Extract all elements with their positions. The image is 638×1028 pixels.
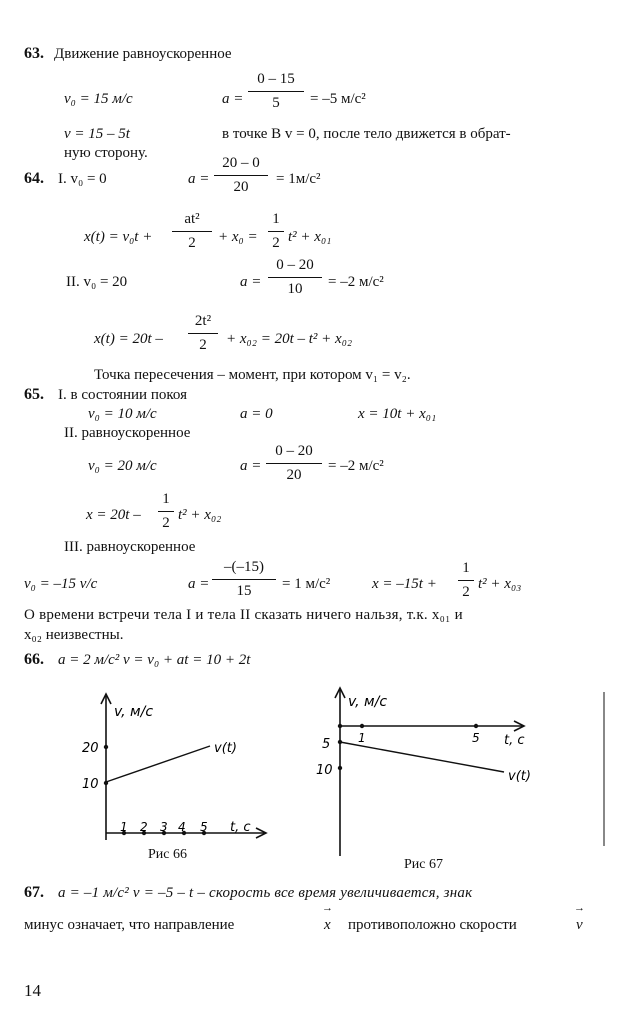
p64-a-fraction: 20 – 0 20 — [214, 156, 268, 195]
figure-66-caption: Рис 66 — [148, 847, 187, 862]
fig67-xtick-label-1: 1 — [358, 731, 366, 745]
p63-note-cont: ную сторону. — [64, 145, 148, 161]
p64-a2-lhs: a = — [240, 274, 262, 290]
p64-a-rhs: = 1м/с² — [276, 171, 321, 187]
problem-67-number: 67. — [24, 884, 44, 901]
fig66-ylabel: v, м/с — [114, 704, 154, 720]
p67-vector-x: x — [324, 917, 331, 933]
problem-66-number: 66. — [24, 651, 44, 668]
p64-x-rhs: t² + x₀₁ — [288, 229, 332, 245]
p65-ii-title: II. равноускоренное — [64, 425, 191, 441]
fig67-line-v-t — [340, 742, 504, 772]
figure-67-caption: Рис 67 — [404, 857, 443, 872]
fig66-tick-20 — [104, 745, 108, 749]
p63-a-rhs: = –5 м/с² — [310, 91, 366, 107]
p64-i-v0: I. v₀ = 0 — [58, 171, 107, 187]
p64-x-lhs: x(t) = v₀t + — [84, 229, 153, 245]
p65-ii-x-rhs: t² + x₀₂ — [178, 507, 222, 523]
p64-x-mid: + x₀ = — [218, 229, 258, 245]
p64-x-fraction-2: 1 2 — [268, 212, 284, 251]
fig66-xtick-label-4: 4 — [178, 820, 186, 834]
p65-i-v0: v₀ = 10 м/с — [88, 406, 157, 422]
p64-x2-fraction: 2t² 2 — [188, 314, 218, 353]
p67-line-2a: минус означает, что направление — [24, 917, 235, 933]
p66-equation: a = 2 м/с² v = v₀ + at = 10 + 2t — [58, 652, 251, 668]
p64-x2-lhs: x(t) = 20t – — [94, 331, 163, 347]
fig66-xtick-label-2: 2 — [140, 820, 148, 834]
fig67-tick-5-x — [474, 724, 478, 728]
p64-ii-v0: II. v₀ = 20 — [66, 274, 128, 290]
figure-67-velocity-graph — [308, 686, 608, 858]
fig67-tick-5 — [338, 740, 342, 744]
fig66-line-v-t — [106, 746, 210, 782]
p64-x-fraction-1: at² 2 — [172, 212, 212, 251]
p64-x2-rhs: + x₀₂ = 20t – t² + x₀₂ — [226, 331, 353, 347]
fig66-ytick-label-20: 20 — [82, 741, 99, 756]
p65-ii-a-fraction: 0 – 20 20 — [266, 444, 322, 483]
p64-intersection: Точка пересечения – момент, при котором v₁ = v₂. — [94, 367, 411, 383]
p65-iii-a-rhs: = 1 м/с² — [282, 576, 331, 592]
p63-a-fraction: 0 – 15 5 — [248, 72, 304, 111]
p67-vector-v-arrow-icon: → — [574, 902, 585, 914]
p65-ii-a-lhs: a = — [240, 458, 262, 474]
p63-v-eq: v = 15 – 5t — [64, 126, 130, 142]
fig67-xtick-label-5: 5 — [472, 731, 480, 745]
problem-63-title: Движение равноускоренное — [54, 46, 232, 62]
problem-65-number: 65. — [24, 386, 44, 403]
p65-iii-a-fraction: –(–15) 15 — [212, 560, 276, 599]
fig67-tick-1 — [360, 724, 364, 728]
page-number: 14 — [24, 981, 41, 1000]
p65-ii-x-fraction: 1 2 — [158, 492, 174, 531]
figure-66-velocity-graph — [70, 690, 270, 850]
fig67-origin — [338, 724, 342, 728]
fig67-ytick-label-5: 5 — [322, 737, 331, 752]
p63-note: в точке В v = 0, после тело движется в обрат- — [222, 126, 511, 142]
p65-meeting-note-cont: x₀₂ неизвестны. — [24, 627, 124, 643]
p65-meeting-note: О времени встречи тела I и тела II сказать ничего нальзя, т.к. x₀₁ и — [24, 607, 463, 623]
fig66-ytick-label-10: 10 — [82, 777, 99, 792]
p65-ii-a-rhs: = –2 м/с² — [328, 458, 384, 474]
fig67-ytick-label-10: 10 — [316, 763, 333, 778]
problem-63-number: 63. — [24, 45, 44, 62]
fig66-xlabel: t, c — [230, 820, 251, 835]
fig66-line-label: v(t) — [214, 741, 237, 756]
fig66-xtick-label-3: 3 — [160, 820, 168, 834]
p67-line-1: a = –1 м/с² v = –5 – t – скорость все время увеличивается, знак — [58, 885, 473, 901]
problem-64-number: 64. — [24, 170, 44, 187]
p67-vector-x-arrow-icon: → — [322, 902, 333, 914]
p65-ii-x-lhs: x = 20t – — [86, 507, 141, 523]
p67-vector-v: v — [576, 917, 583, 933]
p64-a2-fraction: 0 – 20 10 — [268, 258, 322, 297]
p65-ii-v0: v₀ = 20 м/с — [88, 458, 157, 474]
fig67-ylabel: v, м/с — [348, 694, 388, 710]
p65-iii-x-lhs: x = –15t + — [372, 576, 437, 592]
p67-line-2b: противоположно скорости — [348, 917, 517, 933]
p65-i-x: x = 10t + x₀₁ — [358, 406, 437, 422]
p65-i-title: I. в состоянии покоя — [58, 387, 187, 403]
fig66-xtick-label-5: 5 — [200, 820, 208, 834]
p65-iii-x-fraction: 1 2 — [458, 561, 474, 600]
p65-iii-title: III. равноускоренное — [64, 539, 196, 555]
fig67-line-label: v(t) — [508, 769, 531, 784]
p64-a-lhs: a = — [188, 171, 210, 187]
p64-a2-rhs: = –2 м/с² — [328, 274, 384, 290]
fig67-tick-10 — [338, 766, 342, 770]
p63-a-lhs: a = — [222, 91, 244, 107]
p65-iii-x-rhs: t² + x₀₃ — [478, 576, 522, 592]
fig67-xlabel: t, c — [504, 733, 525, 748]
p65-iii-v0: v₀ = –15 v/c — [24, 576, 98, 592]
fig66-tick-10 — [104, 781, 108, 785]
p65-iii-a-lhs: a = — [188, 576, 210, 592]
p65-i-a: a = 0 — [240, 406, 273, 422]
fig66-xtick-label-1: 1 — [120, 820, 128, 834]
p63-v0: v₀ = 15 м/с — [64, 91, 133, 107]
